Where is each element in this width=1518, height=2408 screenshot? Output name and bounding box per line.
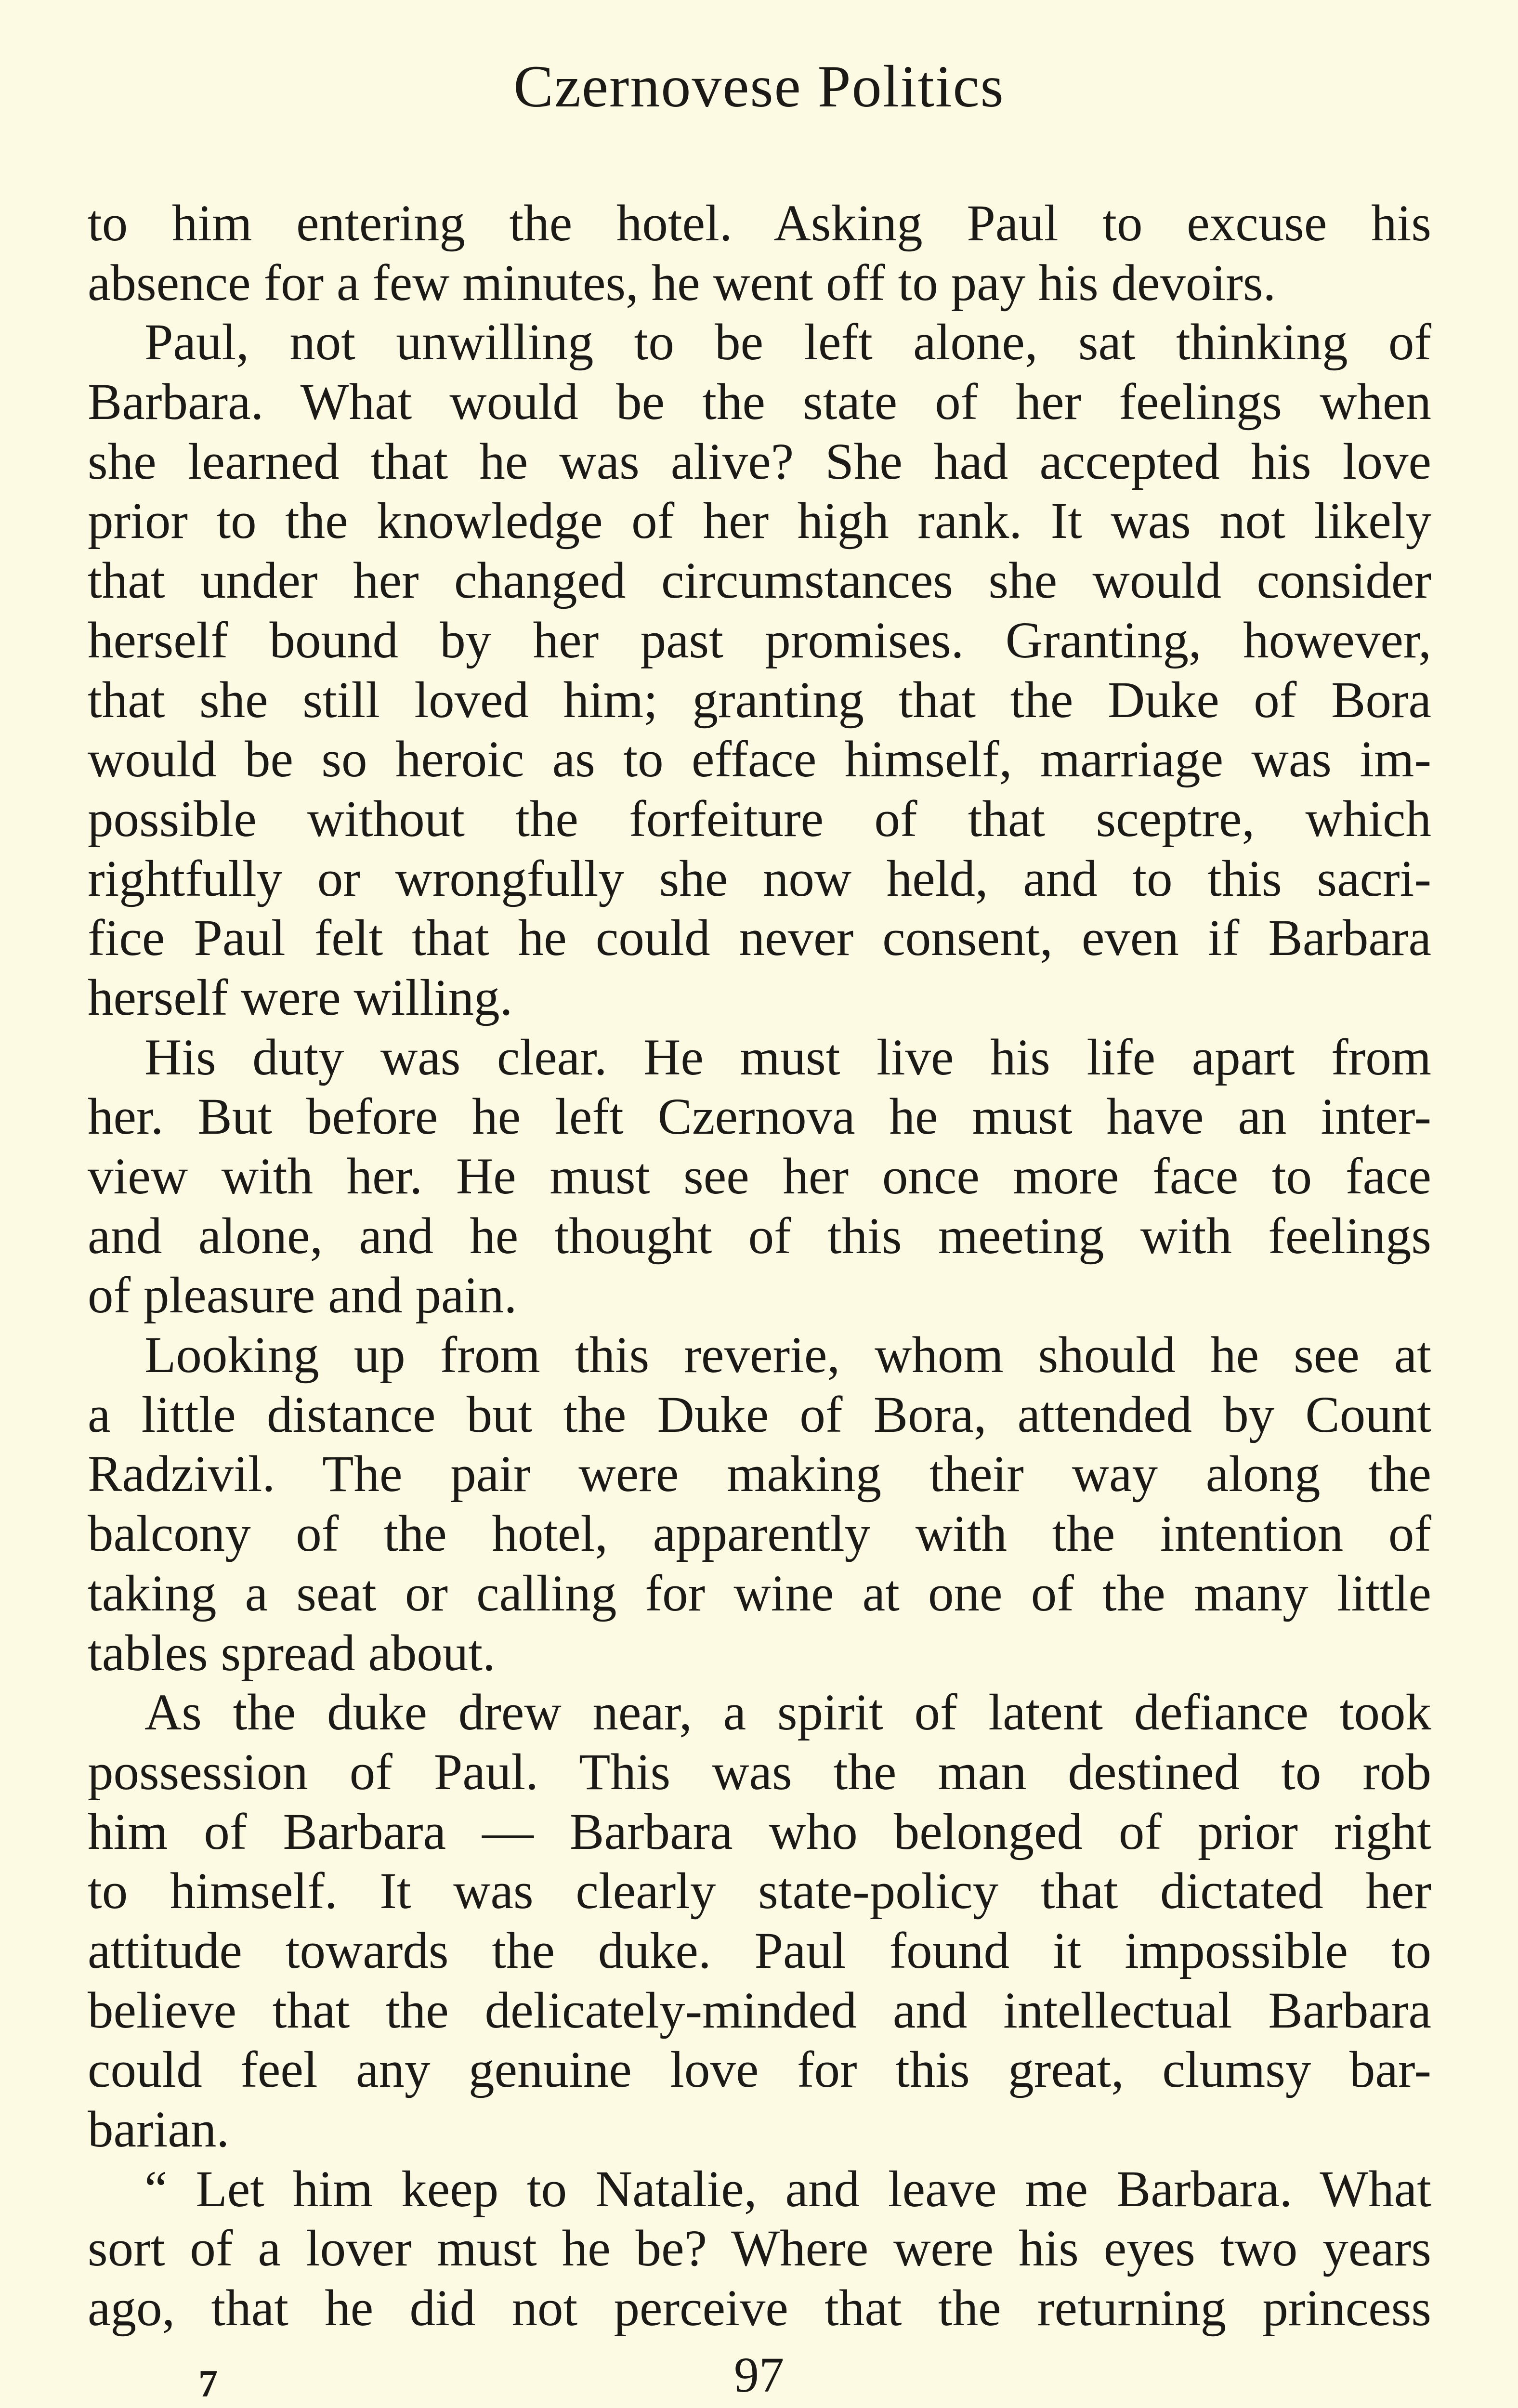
text-line: would be so heroic as to efface himself, marriage was im- <box>88 731 1431 788</box>
text-line: of pleasure and pain. <box>88 1267 517 1324</box>
text-line: possession of Paul. This was the man destined to rob <box>88 1743 1431 1801</box>
text-line: that she still loved him; granting that the Duke of Bora <box>88 671 1431 729</box>
signature-mark: 7 <box>198 2363 218 2405</box>
text-line: a little distance but the Duke of Bora, attended by Count <box>88 1386 1431 1443</box>
text-line: to him entering the hotel. Asking Paul to excuse his <box>88 195 1431 252</box>
text-line: and alone, and he thought of this meeting with feelings <box>88 1207 1431 1265</box>
text-line: Looking up from this reverie, whom should he see at <box>144 1327 1431 1384</box>
text-line: rightfully or wrongfully she now held, and to this sacri- <box>88 850 1431 907</box>
text-line: her. But before he left Czernova he must have an inter- <box>88 1088 1431 1146</box>
text-line: prior to the knowledge of her high rank. It was not likely <box>88 493 1431 550</box>
text-line: believe that the delicately-minded and intellectual Barbara <box>88 1982 1431 2039</box>
text-line: possible without the forfeiture of that sceptre, which <box>88 790 1431 848</box>
text-line: tables spread about. <box>88 1624 496 1682</box>
text-line: barian. <box>88 2101 230 2158</box>
text-line: “ Let him keep to Natalie, and leave me Barbara. What <box>144 2160 1431 2218</box>
text-line: His duty was clear. He must live his life apart from <box>144 1029 1431 1086</box>
page-number: 97 <box>734 2347 784 2403</box>
running-head: Czernovese Politics <box>513 53 1005 119</box>
text-line: view with her. He must see her once more face to face <box>88 1148 1431 1205</box>
text-line: him of Barbara — Barbara who belonged of prior right <box>88 1803 1431 1860</box>
text-line: Radzivil. The pair were making their way along the <box>88 1446 1431 1503</box>
text-line: Barbara. What would be the state of her feelings when <box>88 374 1431 431</box>
text-line: balcony of the hotel, apparently with the intention of <box>88 1505 1431 1563</box>
text-line: herself bound by her past promises. Granting, however, <box>88 612 1431 669</box>
text-line: attitude towards the duke. Paul found it impossible to <box>88 1922 1431 1979</box>
text-line: could feel any genuine love for this great, clumsy bar- <box>88 2042 1431 2099</box>
text-line: fice Paul felt that he could never consent, even if Barbara <box>88 910 1431 967</box>
text-line: sort of a lover must he be? Where were his eyes two years <box>88 2220 1431 2277</box>
text-line: herself were willing. <box>88 969 513 1026</box>
text-line: As the duke drew near, a spirit of latent defiance took <box>144 1684 1431 1741</box>
text-line: absence for a few minutes, he went off to pay his devoirs. <box>88 254 1276 312</box>
body-text <box>88 194 1431 2339</box>
text-line: to himself. It was clearly state-policy that dictated her <box>88 1863 1431 1920</box>
text-line: that under her changed circumstances she would consider <box>88 552 1431 610</box>
text-line: taking a seat or calling for wine at one of the many little <box>88 1565 1431 1622</box>
text-line: ago, that he did not perceive that the returning princess <box>88 2280 1431 2337</box>
text-line: Paul, not unwilling to be left alone, sat thinking of <box>144 314 1431 371</box>
text-line: she learned that he was alive? She had accepted his love <box>88 433 1431 490</box>
